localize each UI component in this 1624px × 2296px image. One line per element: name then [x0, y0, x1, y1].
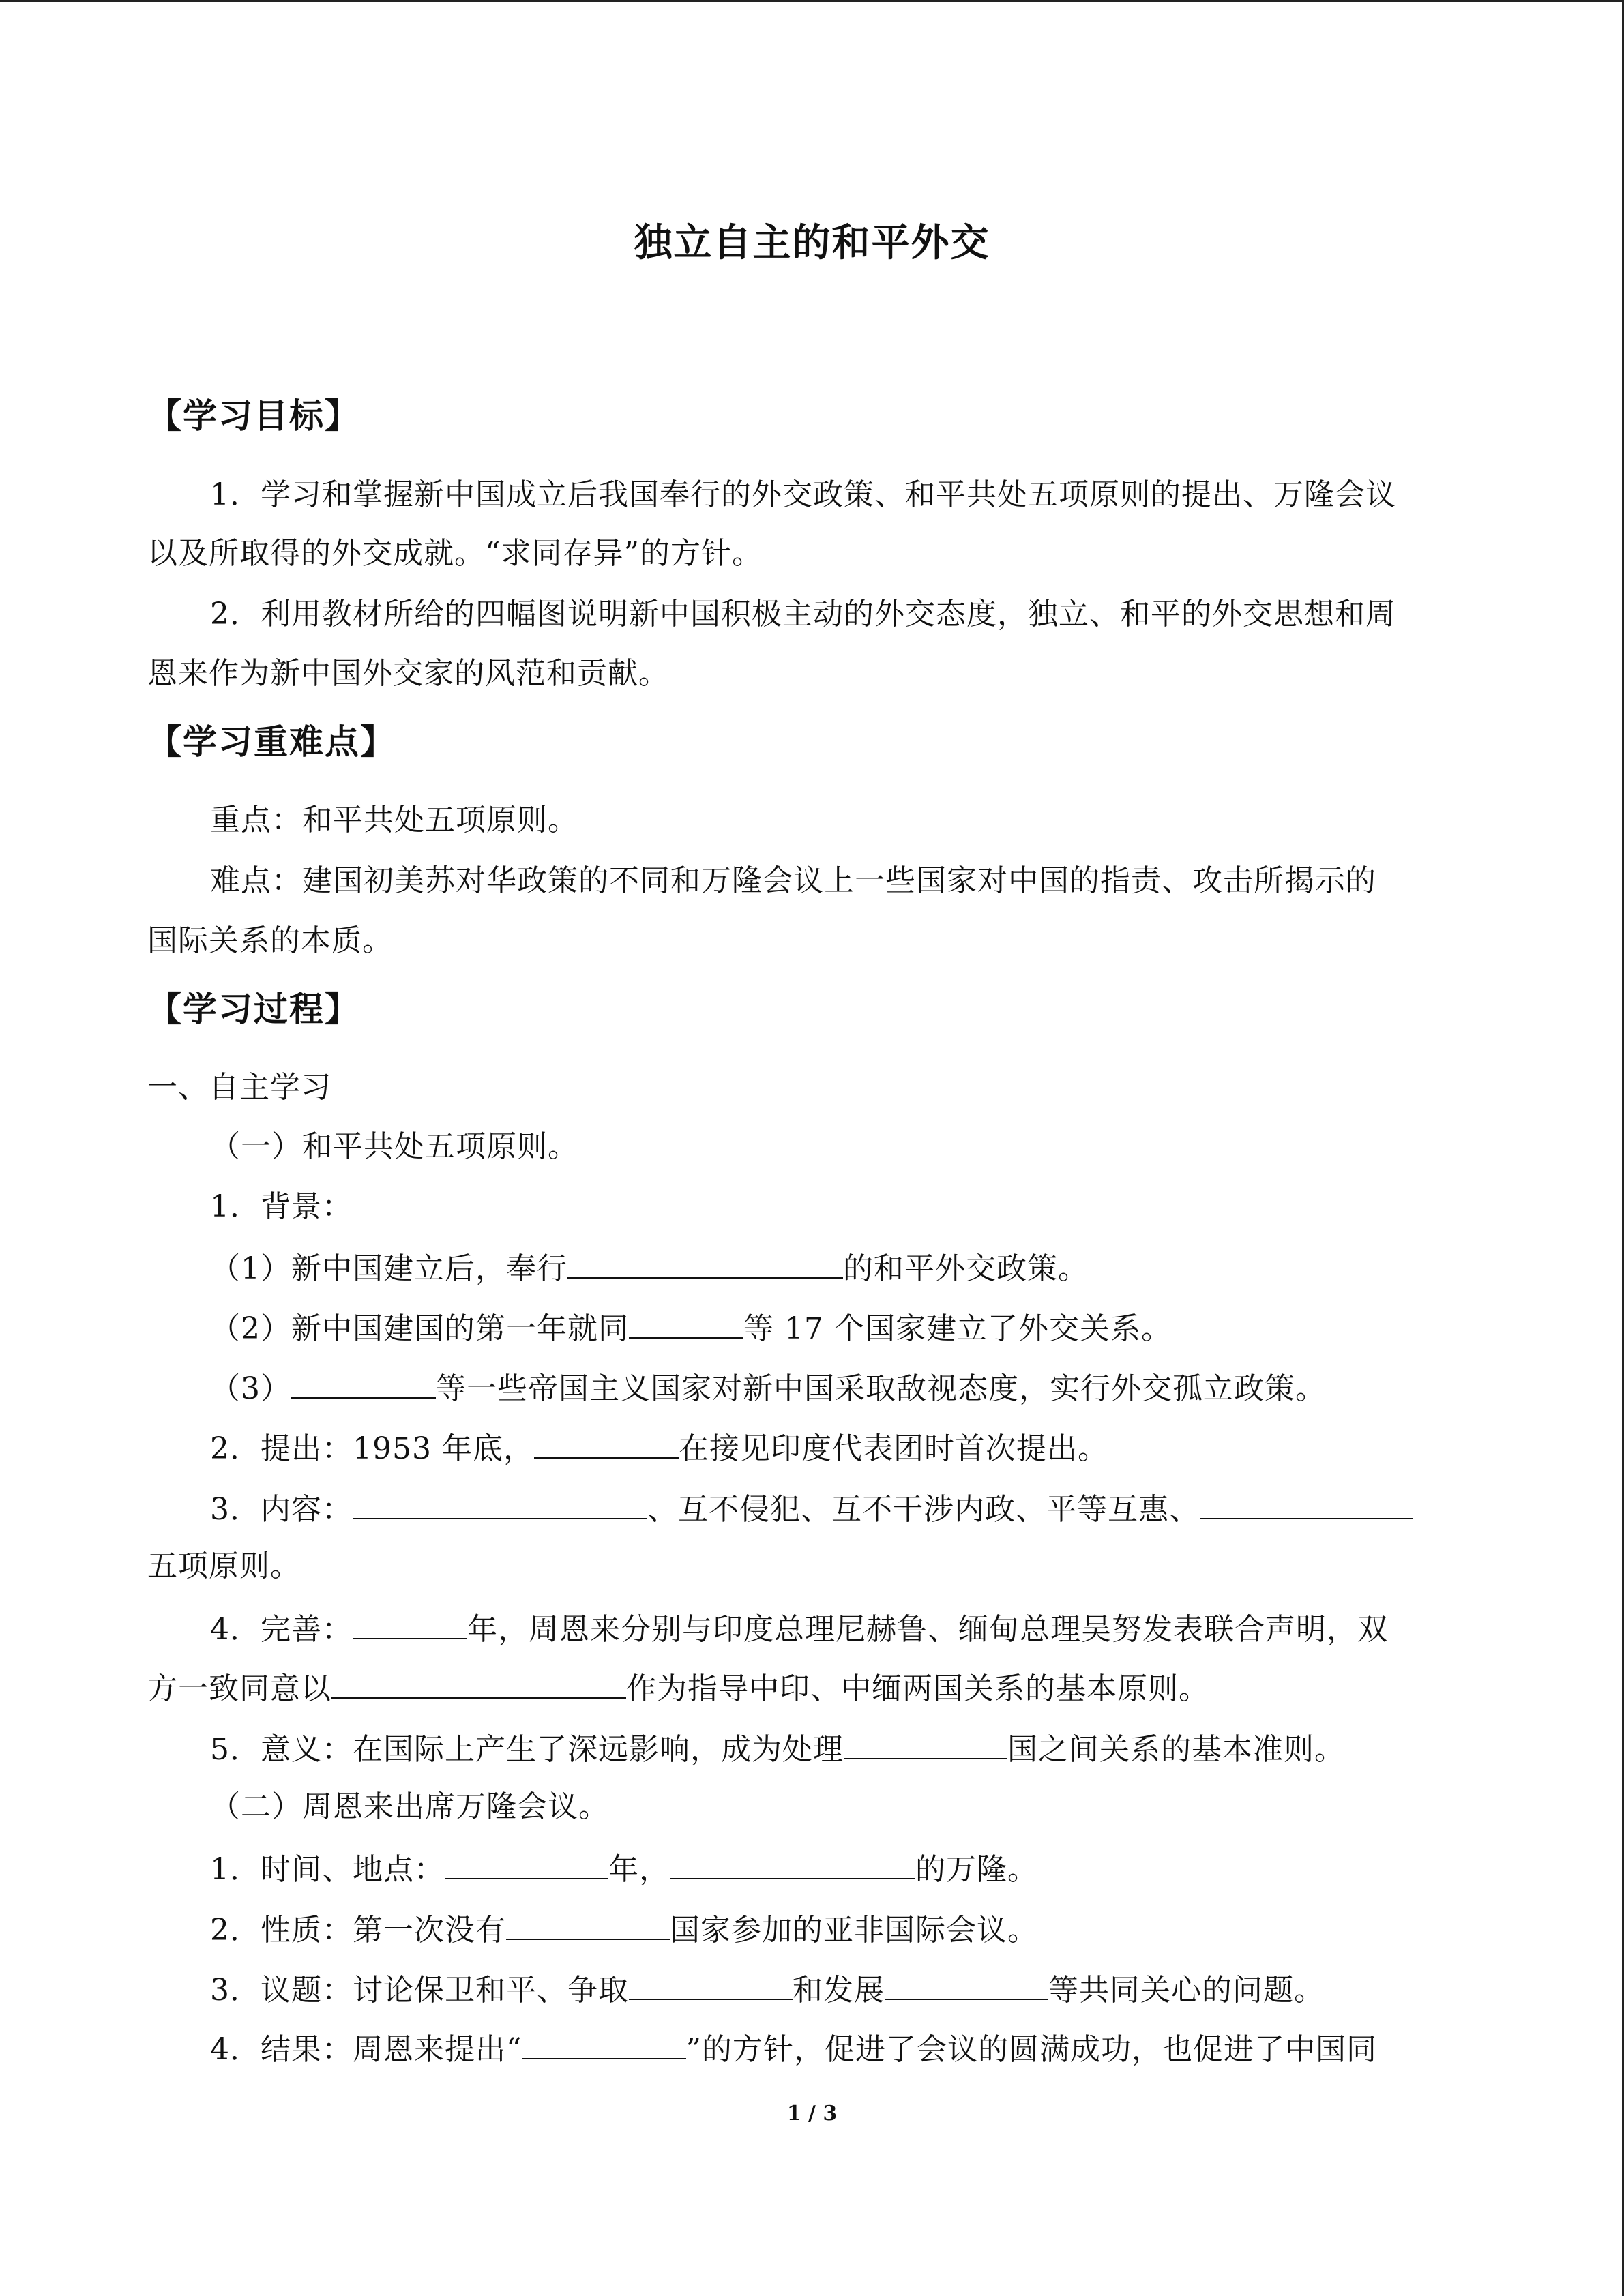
key-point: 重点：和平共处五项原则。 — [210, 803, 578, 837]
difficult-point-line-2: 国际关系的本质。 — [147, 923, 393, 958]
fill-blank[interactable] — [567, 1246, 843, 1279]
subsection-five-principles: （一）和平共处五项原则。 — [210, 1129, 578, 1164]
result-line — [210, 2027, 1377, 2070]
section-heading-objectives: 【学习目标】 — [147, 396, 360, 436]
subsection-bandung: （二）周恩来出席万隆会议。 — [210, 1789, 609, 1824]
content-line-2: 五项原则。 — [147, 1549, 301, 1583]
fill-blank[interactable] — [522, 2027, 686, 2059]
text: 3．内容： — [210, 1492, 353, 1527]
content-line — [210, 1487, 1413, 1530]
text: 3．议题：讨论保卫和平、争取 — [210, 1973, 629, 2008]
perfect-line — [210, 1607, 1388, 1650]
section-heading-process: 【学习过程】 — [147, 989, 360, 1029]
text: 等一些帝国主义国家对新中国采取敌视态度，实行外交孤立政策。 — [436, 1371, 1326, 1406]
text: 等 17 个国家建立了外交关系。 — [743, 1311, 1172, 1346]
text: （2）新中国建国的第一年就同 — [210, 1311, 629, 1346]
objective-2-line-1: 2．利用教材所给的四幅图说明新中国积极主动的外交态度，独立、和平的外交思想和周 — [210, 597, 1396, 631]
page-border-top — [0, 0, 1624, 2]
fill-blank[interactable] — [885, 1967, 1048, 2000]
proposal-line — [210, 1426, 1108, 1470]
text: ”的方针，促进了会议的圆满成功，也促进了中国同 — [685, 2032, 1377, 2067]
text: 年， — [608, 1852, 670, 1887]
text: 的和平外交政策。 — [843, 1251, 1089, 1286]
text: 和发展 — [793, 1973, 885, 2008]
text: 国之间关系的基本准则。 — [1007, 1732, 1345, 1767]
text: （3） — [210, 1371, 291, 1406]
fill-blank[interactable] — [844, 1727, 1007, 1759]
fill-blank[interactable] — [629, 1306, 743, 1339]
nature-line — [210, 1907, 1038, 1951]
perfect-line-2 — [147, 1666, 1209, 1710]
text: 的万隆。 — [915, 1852, 1038, 1887]
fill-blank[interactable] — [353, 1607, 467, 1639]
text: （1）新中国建立后，奉行 — [210, 1251, 567, 1286]
text: 方一致同意以 — [147, 1671, 331, 1706]
text: 、互不侵犯、互不干涉内政、平等互惠、 — [647, 1492, 1200, 1527]
text: 年，周恩来分别与印度总理尼赫鲁、缅甸总理吴努发表联合声明，双 — [467, 1612, 1388, 1647]
page-number: 1 / 3 — [786, 2102, 838, 2126]
text: 作为指导中印、中缅两国关系的基本原则。 — [626, 1671, 1209, 1706]
background-label: 1．背景： — [210, 1189, 353, 1224]
text: 1．时间、地点： — [210, 1852, 445, 1887]
fill-blank[interactable] — [353, 1487, 647, 1519]
page-title: 独立自主的和平外交 — [634, 221, 990, 265]
text: 在接见印度代表团时首次提出。 — [678, 1431, 1108, 1466]
background-item-2 — [210, 1306, 1172, 1350]
objective-1-line-2: 以及所取得的外交成就。“求同存异”的方针。 — [147, 536, 763, 571]
background-item-3 — [210, 1366, 1326, 1410]
meaning-line — [210, 1727, 1345, 1770]
difficult-point-line-1: 难点：建国初美苏对华政策的不同和万隆会议上一些国家对中国的指责、攻击所揭示的 — [210, 863, 1376, 898]
text: 国家参加的亚非国际会议。 — [670, 1913, 1038, 1948]
topic-line — [210, 1967, 1325, 2011]
part-self-study: 一、自主学习 — [147, 1070, 331, 1105]
text: 2．提出：1953 年底， — [210, 1431, 534, 1466]
section-heading-key-points: 【学习重难点】 — [147, 722, 396, 762]
text: 4．完善： — [210, 1612, 353, 1647]
time-place-line — [210, 1847, 1038, 1890]
fill-blank[interactable] — [534, 1426, 679, 1459]
fill-blank[interactable] — [331, 1666, 626, 1699]
objective-1-line-1: 1．学习和掌握新中国成立后我国奉行的外交政策、和平共处五项原则的提出、万隆会议 — [210, 477, 1396, 512]
fill-blank[interactable] — [445, 1847, 608, 1879]
text: 2．性质：第一次没有 — [210, 1913, 506, 1948]
fill-blank[interactable] — [670, 1847, 915, 1879]
text: 5．意义：在国际上产生了深远影响，成为处理 — [210, 1732, 844, 1767]
fill-blank[interactable] — [506, 1907, 670, 1940]
background-item-1 — [210, 1246, 1089, 1289]
fill-blank[interactable] — [629, 1967, 793, 2000]
objective-2-line-2: 恩来作为新中国外交家的风范和贡献。 — [147, 656, 669, 691]
fill-blank[interactable] — [1200, 1487, 1413, 1519]
text: 4．结果：周恩来提出“ — [210, 2032, 522, 2067]
fill-blank[interactable] — [291, 1366, 436, 1399]
text: 等共同关心的问题。 — [1048, 1973, 1325, 2008]
